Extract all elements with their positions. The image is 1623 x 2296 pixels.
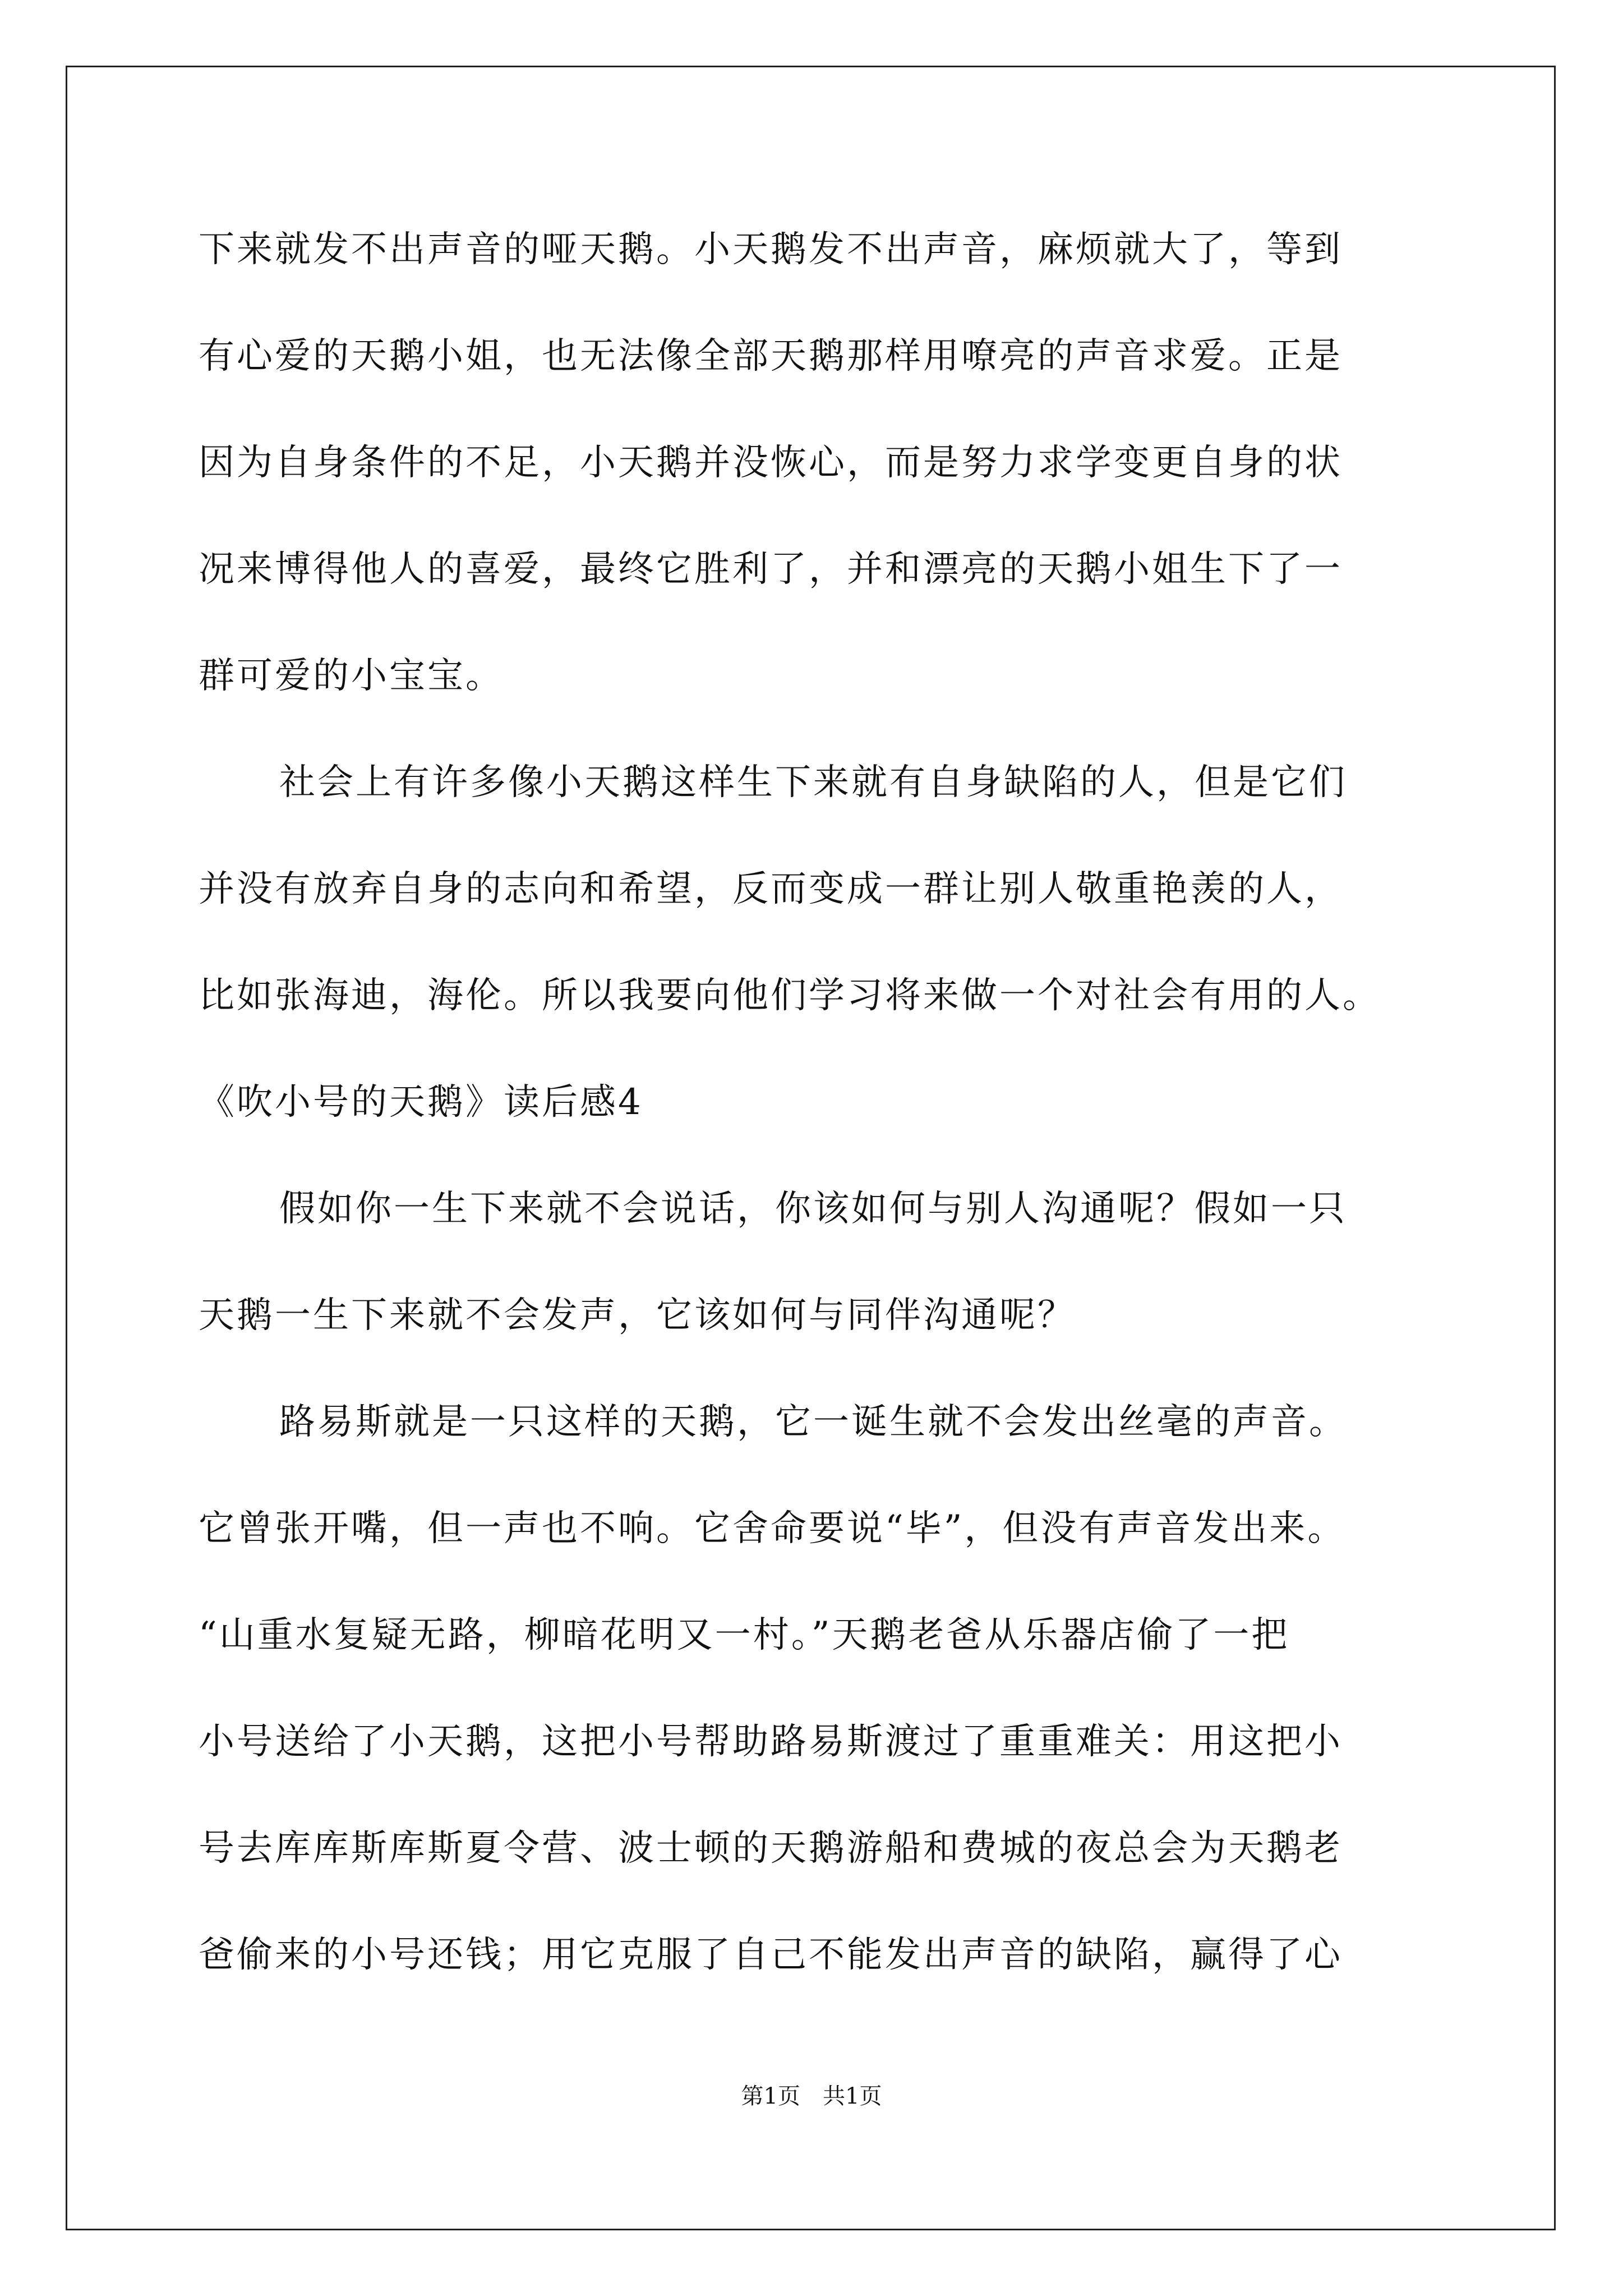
page-border bbox=[66, 66, 1556, 2230]
paragraph-start-line: 假如你一生下来就不会说话，你该如何与别人沟通呢？假如一只 bbox=[279, 1188, 1347, 1230]
text-line: 爸偷来的小号还钱；用它克服了自己不能发出声音的缺陷，赢得了心 bbox=[199, 1934, 1343, 1976]
text-line: 小号送给了小天鹅，这把小号帮助路易斯渡过了重重难关：用这把小 bbox=[199, 1721, 1343, 1763]
text-line: 下来就发不出声音的哑天鹅。小天鹅发不出声音，麻烦就大了，等到 bbox=[199, 229, 1343, 270]
section-heading: 《吹小号的天鹅》读后感4 bbox=[199, 1082, 643, 1123]
text-line: 比如张海迪，海伦。所以我要向他们学习将来做一个对社会有用的人。 bbox=[199, 975, 1381, 1016]
paragraph-start-line: 路易斯就是一只这样的天鹅，它一诞生就不会发出丝毫的声音。 bbox=[279, 1401, 1347, 1443]
text-line: 有心爱的天鹅小姐，也无法像全部天鹅那样用嘹亮的声音求爱。正是 bbox=[199, 335, 1343, 377]
text-line: 天鹅一生下来就不会发声，它该如何与同伴沟通呢？ bbox=[199, 1295, 1076, 1336]
text-line: 它曾张开嘴，但一声也不响。它舍命要说“毕”，但没有声音发出来。 bbox=[199, 1508, 1346, 1549]
page-number-footer: 第1页 共1页 bbox=[741, 2083, 882, 2109]
text-line: 并没有放弃自身的志向和希望，反而变成一群让别人敬重艳羡的人， bbox=[199, 868, 1343, 910]
text-line: 因为自身条件的不足，小天鹅并没恢心，而是努力求学变更自身的状 bbox=[199, 442, 1343, 484]
text-line: 号去库库斯库斯夏令营、波士顿的天鹅游船和费城的夜总会为天鹅老 bbox=[199, 1828, 1343, 1869]
text-line: 群可爱的小宝宝。 bbox=[199, 655, 504, 697]
paragraph-start-line: 社会上有许多像小天鹅这样生下来就有自身缺陷的人，但是它们 bbox=[279, 762, 1347, 803]
text-line: 况来博得他人的喜爱，最终它胜利了，并和漂亮的天鹅小姐生下了一 bbox=[199, 549, 1343, 590]
text-line: “山重水复疑无路，柳暗花明又一村。”天鹅老爸从乐器店偷了一把 bbox=[199, 1614, 1290, 1656]
